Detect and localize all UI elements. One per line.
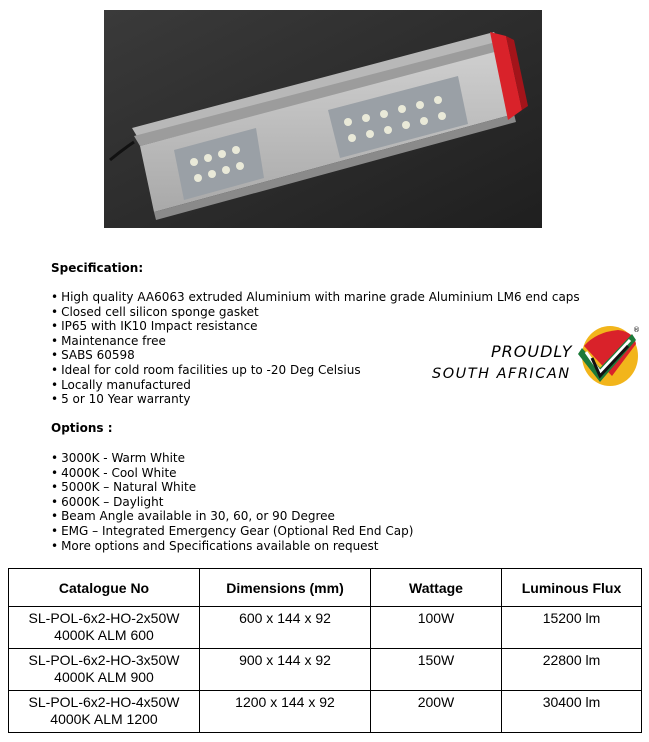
cell-wattage: 100W bbox=[371, 607, 502, 649]
header-catalogue-no: Catalogue No bbox=[9, 569, 200, 607]
cell-dimensions: 1200 x 144 x 92 bbox=[200, 691, 371, 733]
logo-line1: PROUDLY bbox=[491, 342, 573, 361]
table-row bbox=[9, 649, 642, 691]
list-item: • 5 or 10 Year warranty bbox=[51, 392, 580, 407]
cell-luminous-flux: 30400 lm bbox=[502, 691, 642, 733]
list-item: • Beam Angle available in 30, 60, or 90 Degree bbox=[51, 509, 413, 524]
table-header-row bbox=[9, 569, 642, 607]
cell-luminous-flux: 22800 lm bbox=[502, 649, 642, 691]
catalogue-table bbox=[8, 568, 642, 733]
list-item: • 5000K – Natural White bbox=[51, 480, 413, 495]
table-row bbox=[9, 607, 642, 649]
cell-wattage: 200W bbox=[371, 691, 502, 733]
list-item: • SABS 60598 bbox=[51, 348, 580, 363]
list-item: • EMG – Integrated Emergency Gear (Optional Red End Cap) bbox=[51, 524, 413, 539]
list-item: • High quality AA6063 extruded Aluminium with marine grade Aluminium LM6 end caps bbox=[51, 290, 580, 305]
cell-catalogue-no: SL-POL-6x2-HO-2x50W 4000K ALM 600 bbox=[9, 607, 200, 649]
cell-dimensions: 600 x 144 x 92 bbox=[200, 607, 371, 649]
cell-wattage: 150W bbox=[371, 649, 502, 691]
svg-text:®: ® bbox=[633, 326, 640, 334]
logo-line2: SOUTH AFRICAN bbox=[432, 366, 571, 382]
table-row bbox=[9, 691, 642, 733]
list-item: • 6000K – Daylight bbox=[51, 495, 413, 510]
list-item: • Maintenance free bbox=[51, 334, 580, 349]
list-item: • More options and Specifications available on request bbox=[51, 539, 413, 554]
header-wattage: Wattage bbox=[371, 569, 502, 607]
specification-heading: Specification: bbox=[51, 261, 144, 275]
cell-dimensions: 900 x 144 x 92 bbox=[200, 649, 371, 691]
options-list bbox=[51, 451, 413, 553]
header-dimensions: Dimensions (mm) bbox=[200, 569, 371, 607]
logo-check-icon bbox=[578, 324, 640, 388]
cell-luminous-flux: 15200 lm bbox=[502, 607, 642, 649]
cell-catalogue-no: SL-POL-6x2-HO-4x50W 4000K ALM 1200 bbox=[9, 691, 200, 733]
cell-catalogue-no: SL-POL-6x2-HO-3x50W 4000K ALM 900 bbox=[9, 649, 200, 691]
options-heading: Options : bbox=[51, 421, 113, 435]
list-item: • 4000K - Cool White bbox=[51, 466, 413, 481]
header-luminous-flux: Luminous Flux bbox=[502, 569, 642, 607]
list-item: • Ideal for cold room facilities up to -20 Deg Celsius bbox=[51, 363, 580, 378]
list-item: • 3000K - Warm White bbox=[51, 451, 413, 466]
list-item: • Closed cell silicon sponge gasket bbox=[51, 305, 580, 320]
product-photo bbox=[104, 10, 542, 228]
list-item: • IP65 with IK10 Impact resistance bbox=[51, 319, 580, 334]
list-item: • Locally manufactured bbox=[51, 378, 580, 393]
proudly-south-african-logo bbox=[430, 322, 642, 388]
